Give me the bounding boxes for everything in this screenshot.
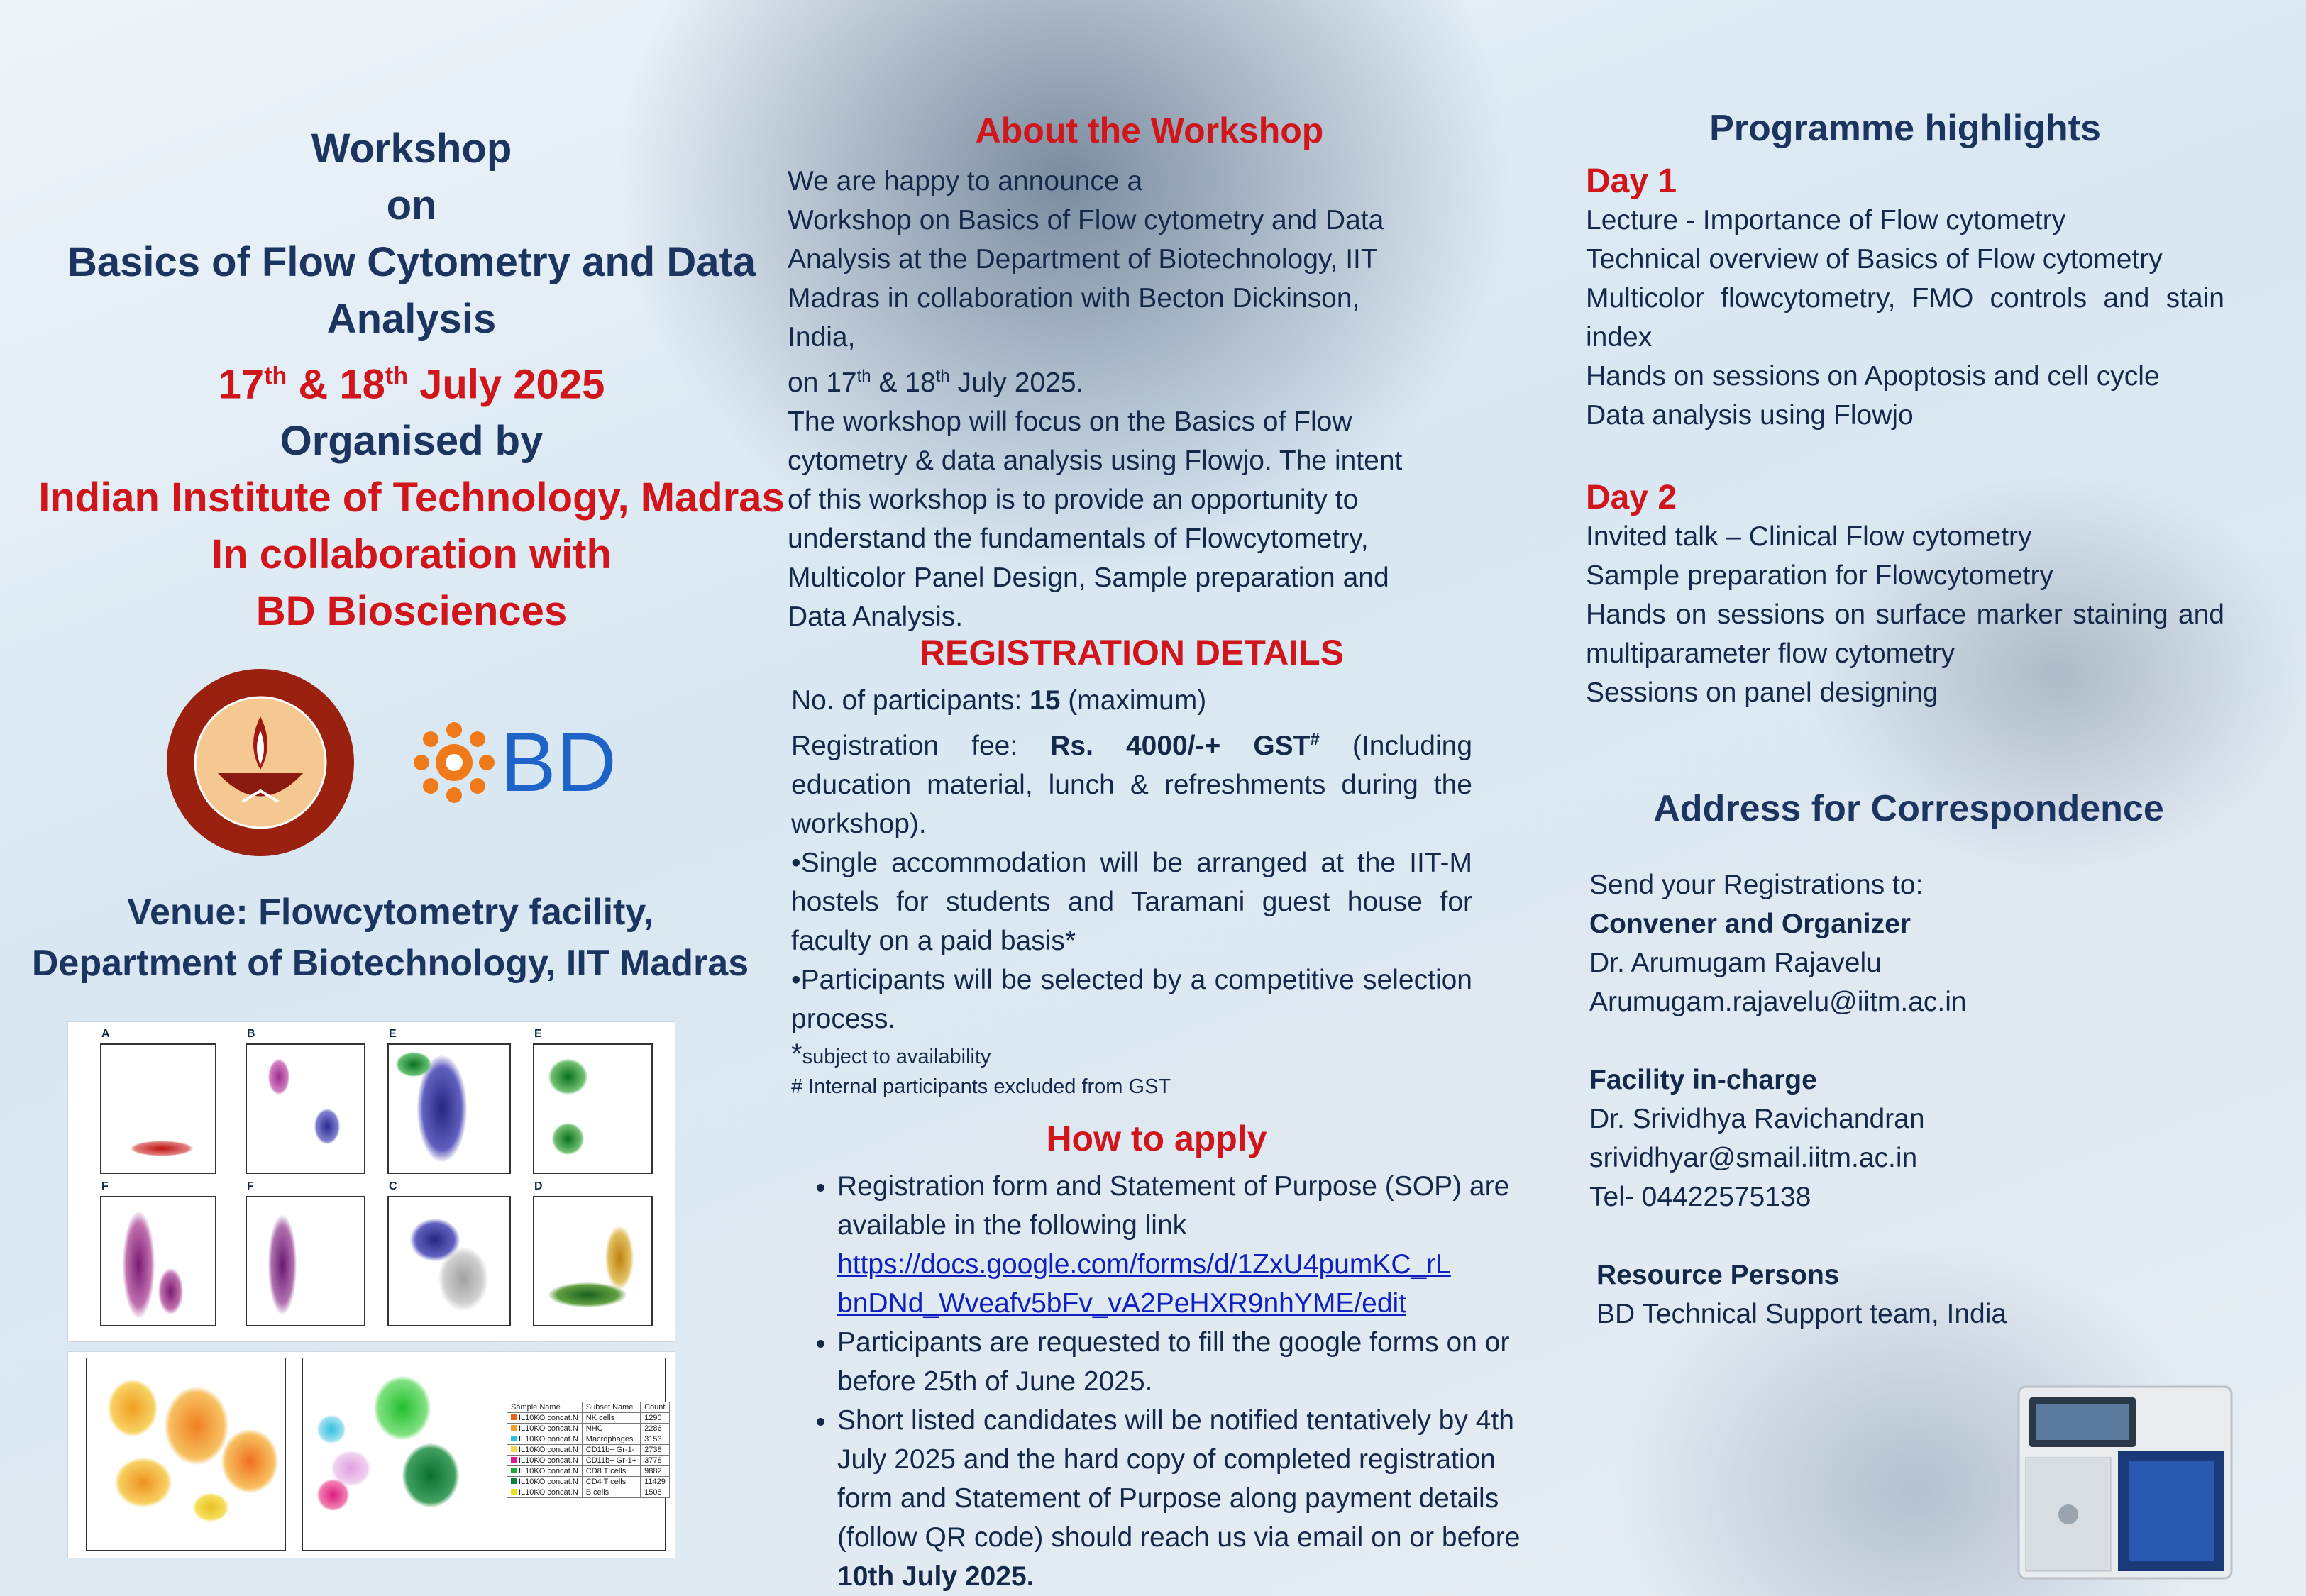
bd-logo <box>412 716 617 809</box>
table-cell: CD11b+ Gr-1- <box>582 1445 640 1456</box>
registration-note: *subject to availability <box>791 1038 991 1070</box>
table-header: Sample Name <box>507 1402 583 1413</box>
registration-participants: No. of participants: 15 (maximum) <box>791 685 1207 716</box>
programme-item: Data analysis using Flowjo <box>1586 400 1914 431</box>
plot-panel <box>100 1043 216 1174</box>
correspondence-title: Address for Correspondence <box>1653 788 2164 829</box>
about-line: of this workshop is to provide an opportunity to <box>788 484 1359 515</box>
plot-panel <box>533 1043 653 1174</box>
panel-label: D <box>534 1180 543 1192</box>
about-date-line: on 17th & 18th July 2025. <box>788 367 1084 398</box>
resource-label: Resource Persons <box>1596 1260 1840 1290</box>
panel-label: B <box>247 1028 255 1040</box>
table-cell: 3778 <box>641 1456 670 1466</box>
about-line: Workshop on Basics of Flow cytometry and Data <box>788 205 1384 235</box>
left-column <box>28 121 795 640</box>
programme-item: Technical overview of Basics of Flow cytometry <box>1586 244 2163 275</box>
plot-panel <box>246 1196 365 1326</box>
bd-sun-icon <box>412 720 497 805</box>
table-cell: 2286 <box>641 1424 670 1434</box>
subset-color-swatch <box>511 1436 517 1441</box>
about-line: India, <box>788 322 856 353</box>
table-cell: 3153 <box>641 1434 670 1445</box>
tsne-figure <box>67 1351 675 1558</box>
registration-gst-note: # Internal participants excluded from GST <box>791 1075 1171 1098</box>
panel-label: E <box>534 1028 542 1040</box>
about-line: The workshop will focus on the Basics of Flow <box>788 406 1352 437</box>
subset-color-swatch <box>511 1478 517 1484</box>
programme-item: Invited talk – Clinical Flow cytometry <box>1586 521 2032 552</box>
flow-cytometer-image <box>2012 1380 2242 1585</box>
table-row <box>507 1487 670 1498</box>
table-cell: B cells <box>582 1487 640 1498</box>
programme-item: Sessions on panel designing <box>1586 677 1938 708</box>
table-header: Count <box>641 1402 670 1413</box>
apply-section <box>788 1110 1526 1596</box>
registration-selection: •Participants will be selected by a competitive selection process. <box>791 965 1472 1034</box>
apply-item: • Participants are requested to fill the google forms on or before 25th of June 2025. <box>837 1323 1526 1401</box>
subset-color-swatch <box>511 1446 517 1452</box>
panel-label: F <box>101 1180 109 1192</box>
facility-label: Facility in-charge <box>1589 1065 1817 1095</box>
partner-name: BD Biosciences <box>255 588 568 635</box>
table-row <box>507 1466 670 1477</box>
table-cell: IL10KO concat.N <box>507 1487 583 1498</box>
workshop-date: 17th & 18th July 2025 <box>218 361 605 408</box>
title-line: Analysis <box>326 296 497 342</box>
apply-item: • Short listed candidates will be notified tentatively by 4th July 2025 and the hard copy of completed registration form and Statement of Purpose along payment details (follow QR code) should reach us via email on or before 10th July 2025. <box>837 1401 1526 1596</box>
venue-line: Department of Biotechnology, IIT Madras <box>31 943 749 984</box>
table-row <box>507 1477 670 1487</box>
panel-label: C <box>389 1180 397 1192</box>
about-section <box>788 99 1511 636</box>
table-row <box>507 1445 670 1456</box>
table-cell: IL10KO concat.N <box>507 1477 583 1487</box>
day1-label: Day 1 <box>1586 162 1677 200</box>
table-cell: CD4 T cells <box>582 1477 640 1487</box>
about-line: understand the fundamentals of Flowcytometry, <box>788 523 1369 554</box>
collab-text: In collaboration with <box>211 531 612 578</box>
institute-name: Indian Institute of Technology, Madras <box>38 475 785 521</box>
about-line: cytometry & data analysis using Flowjo. The intent <box>788 445 1403 476</box>
plot-panel <box>387 1196 511 1326</box>
title-line: on <box>386 182 437 228</box>
table-row <box>507 1424 670 1434</box>
table-cell: Macrophages <box>582 1434 640 1445</box>
registration-accommodation: •Single accommodation will be arranged at the IIT-M hostels for students and Taramani guest house for faculty on a paid basis* <box>791 848 1472 956</box>
about-line: Data Analysis. <box>788 602 964 632</box>
subset-color-swatch <box>511 1468 517 1473</box>
table-row <box>507 1456 670 1466</box>
registration-fee: Registration fee: Rs. 4000/-+ GST# (Including education material, lunch & refreshments during the workshop). <box>791 730 1473 839</box>
table-cell: IL10KO concat.N <box>507 1456 583 1466</box>
programme-item: Sample preparation for Flowcytometry <box>1586 560 2053 591</box>
bd-logo-text: BD <box>500 716 617 809</box>
panel-label: F <box>247 1180 254 1192</box>
about-line: Madras in collaboration with Becton Dickinson, <box>788 283 1360 314</box>
table-cell: IL10KO concat.N <box>507 1466 583 1477</box>
table-cell: 1290 <box>641 1413 670 1424</box>
programme-title: Programme highlights <box>1709 108 2101 149</box>
day2-list <box>1586 517 2224 712</box>
panel-label: E <box>389 1028 397 1040</box>
about-line: We are happy to announce a <box>788 166 1143 196</box>
flow-gating-figure <box>67 1021 675 1342</box>
registration-title: REGISTRATION DETAILS <box>919 633 1345 672</box>
convener-email[interactable]: Arumugam.rajavelu@iitm.ac.in <box>1589 987 1967 1017</box>
panel-label: A <box>101 1028 110 1040</box>
plot-panel <box>246 1043 365 1174</box>
resource-value: BD Technical Support team, India <box>1596 1299 2007 1329</box>
table-cell: NK cells <box>582 1413 640 1424</box>
table-cell: IL10KO concat.N <box>507 1424 583 1434</box>
table-cell: IL10KO concat.N <box>507 1445 583 1456</box>
venue <box>14 887 766 989</box>
subset-color-swatch <box>511 1457 517 1463</box>
table-cell: CD11b+ Gr-1+ <box>582 1456 640 1466</box>
programme-section <box>1586 99 2224 712</box>
table-cell: 11429 <box>641 1477 670 1487</box>
table-cell: IL10KO concat.N <box>507 1434 583 1445</box>
correspondence-section <box>1589 780 2228 1334</box>
table-cell: CD8 T cells <box>582 1466 640 1477</box>
programme-item: Hands on sessions on Apoptosis and cell cycle <box>1586 361 2160 392</box>
table-cell: IL10KO concat.N <box>507 1413 583 1424</box>
iit-madras-logo <box>165 667 356 858</box>
day1-list <box>1586 201 2224 435</box>
facility-name: Dr. Srividhya Ravichandran <box>1589 1104 1925 1134</box>
organised-by: Organised by <box>280 418 544 465</box>
subset-count-table <box>507 1402 670 1498</box>
programme-item: Multicolor flowcytometry, FMO controls and stain index <box>1586 283 2224 353</box>
registration-form-link[interactable]: https://docs.google.com/forms/d/1ZxU4pumKC_rL bnDNd_Wveafv5bFv_vA2PeHXR9nhYME/edit <box>837 1249 1451 1319</box>
table-cell: NHC <box>582 1424 640 1434</box>
about-line: Multicolor Panel Design, Sample preparation and <box>788 563 1389 593</box>
convener-name: Dr. Arumugam Rajavelu <box>1589 948 1882 978</box>
day2-label: Day 2 <box>1586 479 1677 516</box>
table-cell: 1508 <box>641 1487 670 1498</box>
title-line: Workshop <box>311 126 512 172</box>
facility-tel: Tel- 04422575138 <box>1589 1182 1811 1212</box>
apply-title: How to apply <box>1046 1119 1267 1158</box>
about-title: About the Workshop <box>975 111 1324 150</box>
apply-item: • Registration form and Statement of Purpose (SOP) are available in the following link https://docs.google.com/forms/d/1ZxU4pumKC_rL bnDNd_Wveafv5bFv_vA2PeHXR9nhYME/edit <box>837 1167 1526 1323</box>
programme-item: Hands on sessions on surface marker staining and multiparameter flow cytometry <box>1586 599 2224 669</box>
subset-color-swatch <box>511 1414 517 1420</box>
title-line: Basics of Flow Cytometry and Data <box>67 239 756 285</box>
about-body <box>788 162 1511 636</box>
convener-label: Convener and Organizer <box>1589 909 1911 939</box>
table-cell: 9882 <box>641 1466 670 1477</box>
venue-line: Venue: Flowcytometry facility, <box>127 892 653 933</box>
facility-email[interactable]: srividhyar@smail.iitm.ac.in <box>1589 1143 1918 1173</box>
table-row <box>507 1434 670 1445</box>
table-header: Subset Name <box>582 1402 640 1413</box>
table-cell: 2738 <box>641 1445 670 1456</box>
subset-color-swatch <box>511 1489 517 1495</box>
about-line: Analysis at the Department of Biotechnology, IIT <box>788 244 1378 275</box>
tsne-plot-1 <box>86 1358 286 1551</box>
plot-panel <box>533 1196 653 1326</box>
programme-item: Lecture - Importance of Flow cytometry <box>1586 205 2066 235</box>
plot-panel <box>387 1043 511 1174</box>
subset-color-swatch <box>511 1425 517 1431</box>
correspondence-send: Send your Registrations to: <box>1589 870 1924 900</box>
registration-section <box>791 624 1472 1101</box>
plot-panel <box>100 1196 216 1326</box>
table-row <box>507 1413 670 1424</box>
